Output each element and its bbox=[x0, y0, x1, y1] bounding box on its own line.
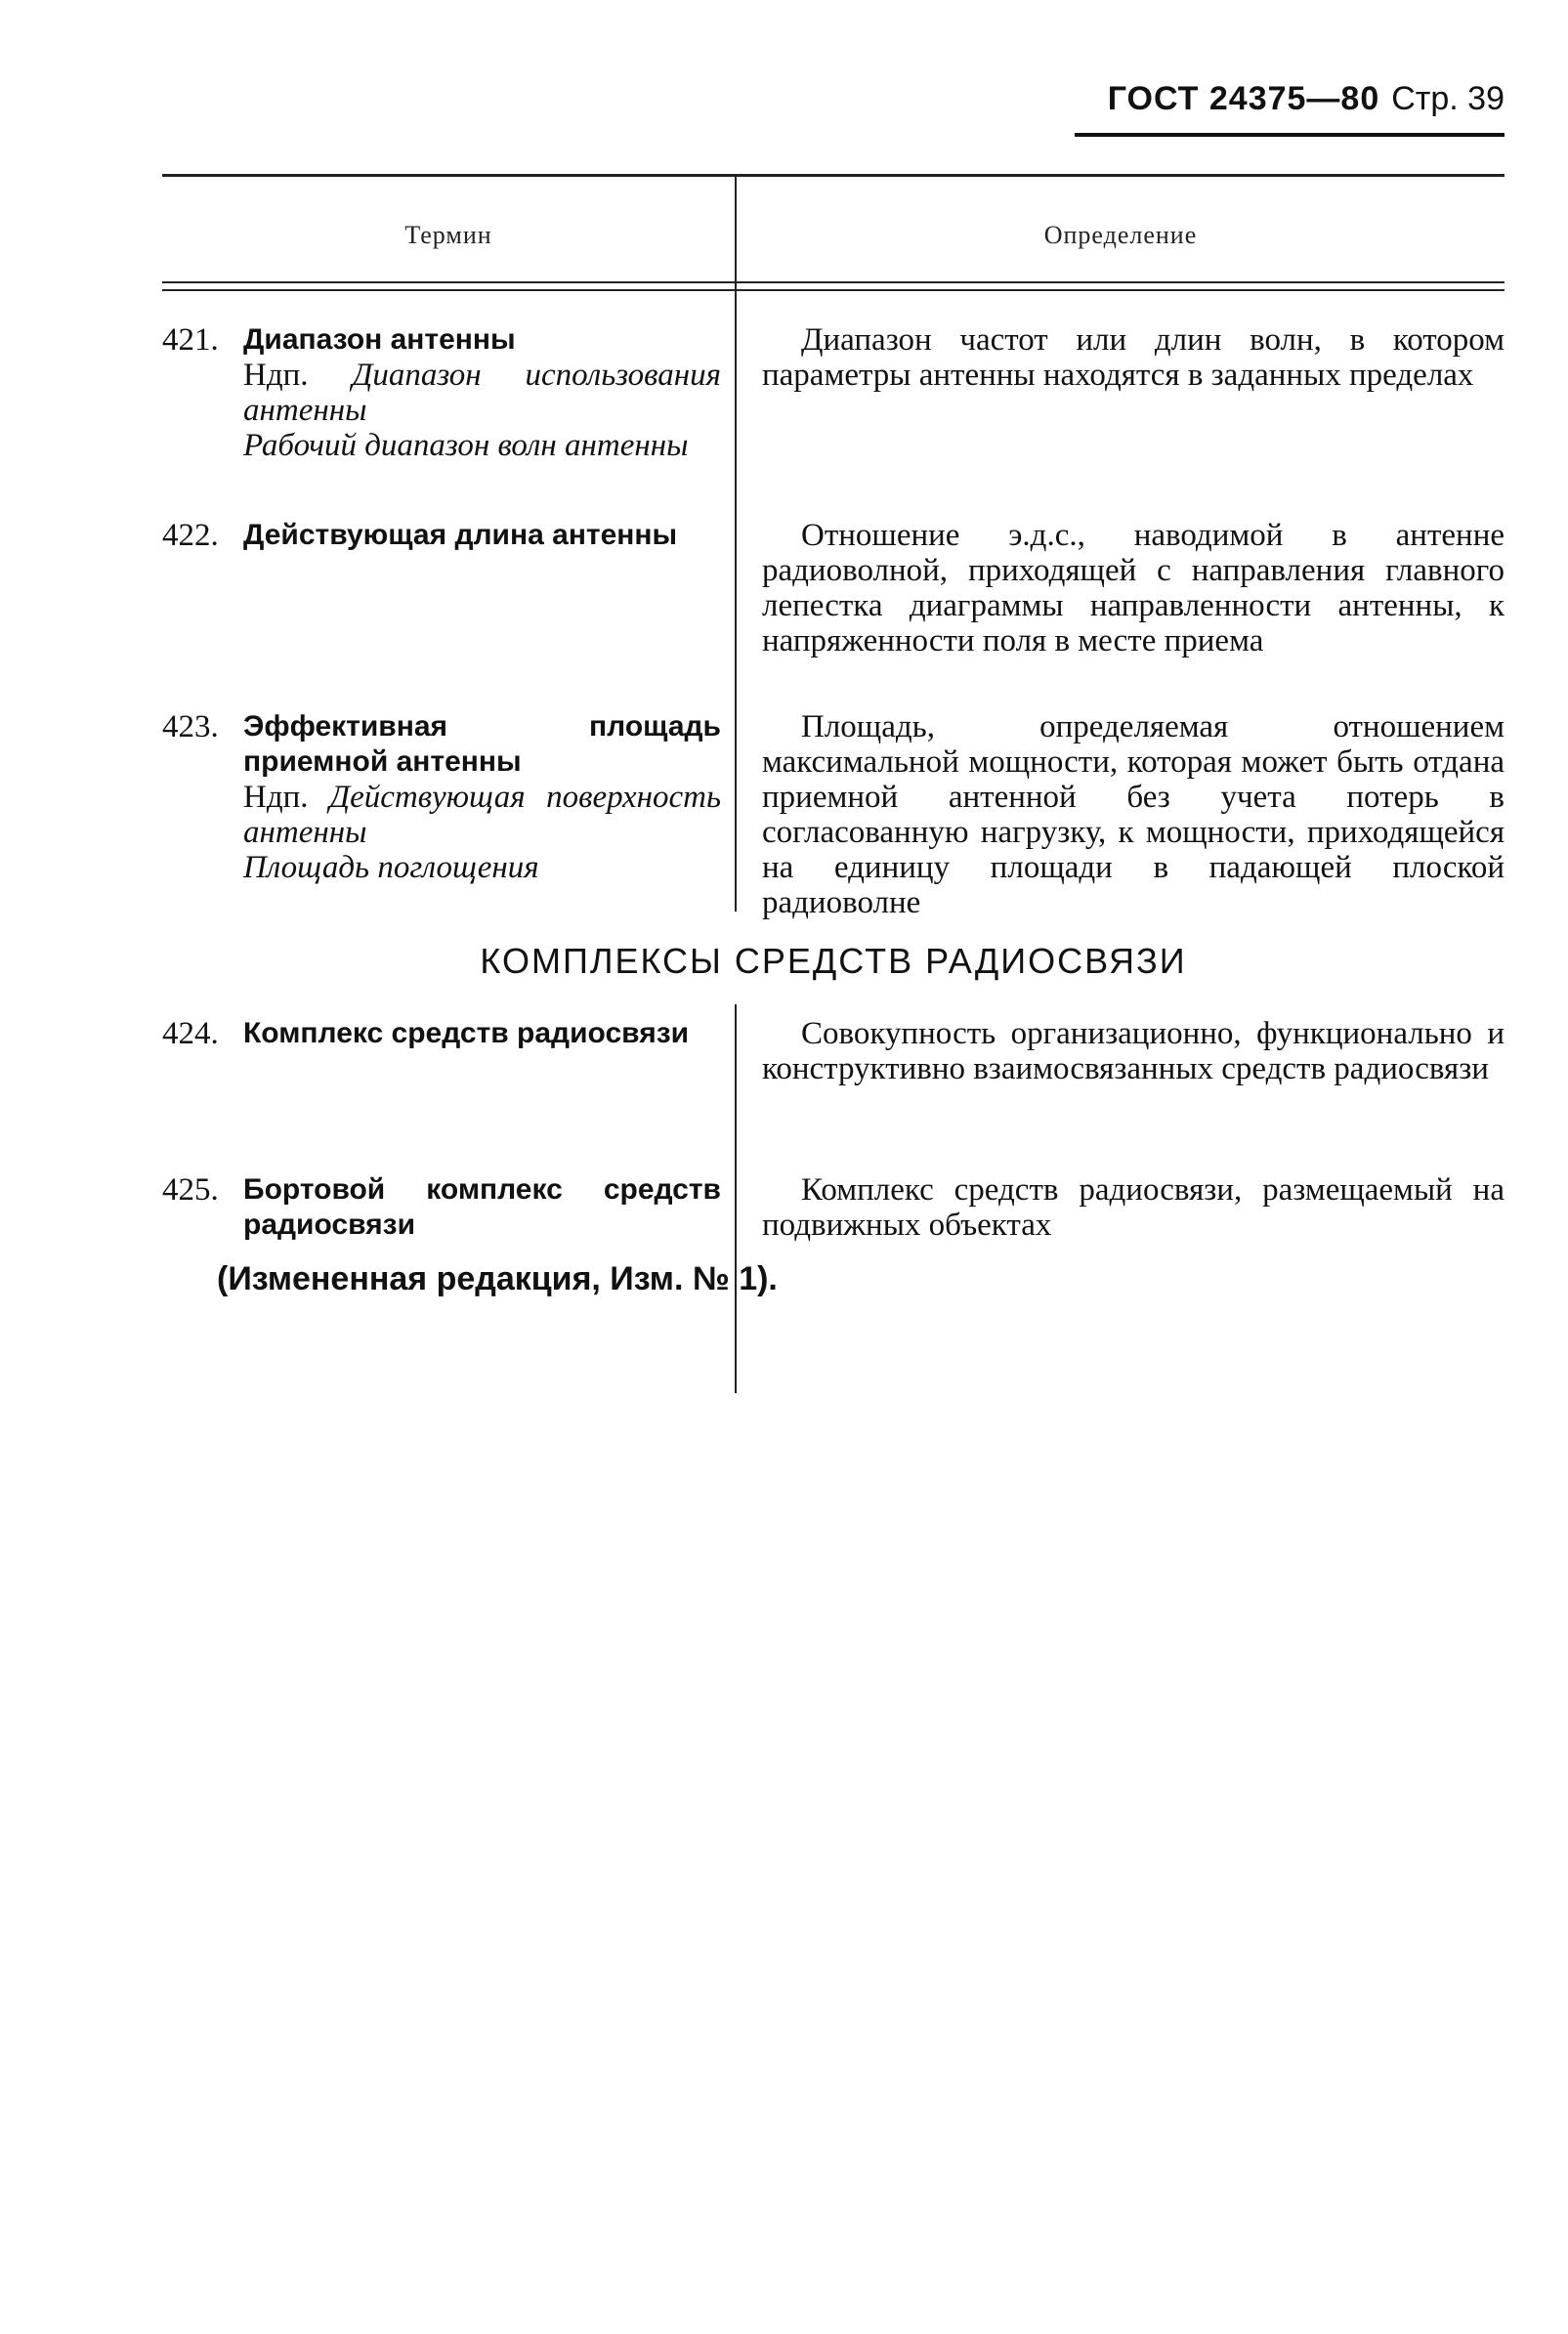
definition-cell: Комплекс средств радиосвязи, размещаемый на подвижных объектах bbox=[762, 1172, 1504, 1243]
term-cell bbox=[162, 1016, 721, 1051]
term-cell bbox=[162, 1172, 721, 1243]
term-number: 423. bbox=[162, 709, 219, 744]
amendment-note: (Измененная редакция, Изм. № 1). bbox=[217, 1260, 778, 1297]
term-name: Эффективная площадь приемной антенны bbox=[243, 710, 721, 778]
term-synonym: Площадь поглощения bbox=[243, 850, 539, 885]
term-cell bbox=[162, 322, 721, 463]
term-cell bbox=[162, 518, 721, 553]
term-synonym: Действующая поверхность антенны bbox=[243, 780, 721, 850]
column-header-term: Термин bbox=[404, 221, 492, 249]
term-synonym: Диапазон использования антенны bbox=[243, 358, 721, 428]
term-synonym: Рабочий диапазон волн антенны bbox=[243, 428, 689, 463]
header-rule bbox=[1075, 133, 1504, 137]
table-top-rule bbox=[162, 174, 1504, 177]
term-number: 424. bbox=[162, 1016, 219, 1051]
definition-cell: Совокупность организационно, функционально и конструктивно взаимосвязанных средств радиосвязи bbox=[762, 1016, 1504, 1086]
term-cell bbox=[162, 709, 721, 885]
column-header-definition: Определение bbox=[1043, 221, 1198, 249]
term-name: Комплекс средств радиосвязи bbox=[243, 1017, 690, 1049]
terms-table bbox=[162, 174, 1504, 1243]
column-divider bbox=[735, 174, 737, 912]
definition-cell: Площадь, определяемая отношением максимальной мощности, которая может быть отдана приемной антенной без учета потерь в согласованную нагрузку, к мощности, приходящейся на единицу площади в падающей плоской радиоволне bbox=[762, 709, 1504, 920]
term-number: 422. bbox=[162, 518, 219, 553]
section-title: КОМПЛЕКСЫ СРЕДСТВ РАДИОСВЯЗИ bbox=[480, 941, 1187, 981]
term-name: Бортовой комплекс средств радиосвязи bbox=[243, 1173, 721, 1241]
page-number: Стр. 39 bbox=[1391, 80, 1504, 117]
definition-cell: Отношение э.д.с., наводимой в антенне радиоволной, приходящей с направления главного лепестка диаграммы направленности антенны, к напряженности поля в месте приема bbox=[762, 518, 1504, 658]
ndp-label: Ндп. bbox=[243, 358, 309, 393]
term-name: Действующая длина антенны bbox=[243, 519, 678, 551]
term-name: Диапазон антенны bbox=[243, 323, 516, 356]
definition-cell: Диапазон частот или длин волн, в котором параметры антенны находятся в заданных пределах bbox=[762, 322, 1504, 393]
header-rule-upper bbox=[162, 281, 1504, 283]
term-number: 421. bbox=[162, 322, 219, 358]
header-rule-lower bbox=[162, 289, 1504, 291]
standard-code: ГОСТ 24375—80 bbox=[1107, 80, 1380, 117]
ndp-label: Ндп. bbox=[243, 780, 309, 815]
page-header bbox=[1075, 80, 1504, 137]
column-divider bbox=[735, 1004, 737, 1393]
term-number: 425. bbox=[162, 1172, 219, 1208]
